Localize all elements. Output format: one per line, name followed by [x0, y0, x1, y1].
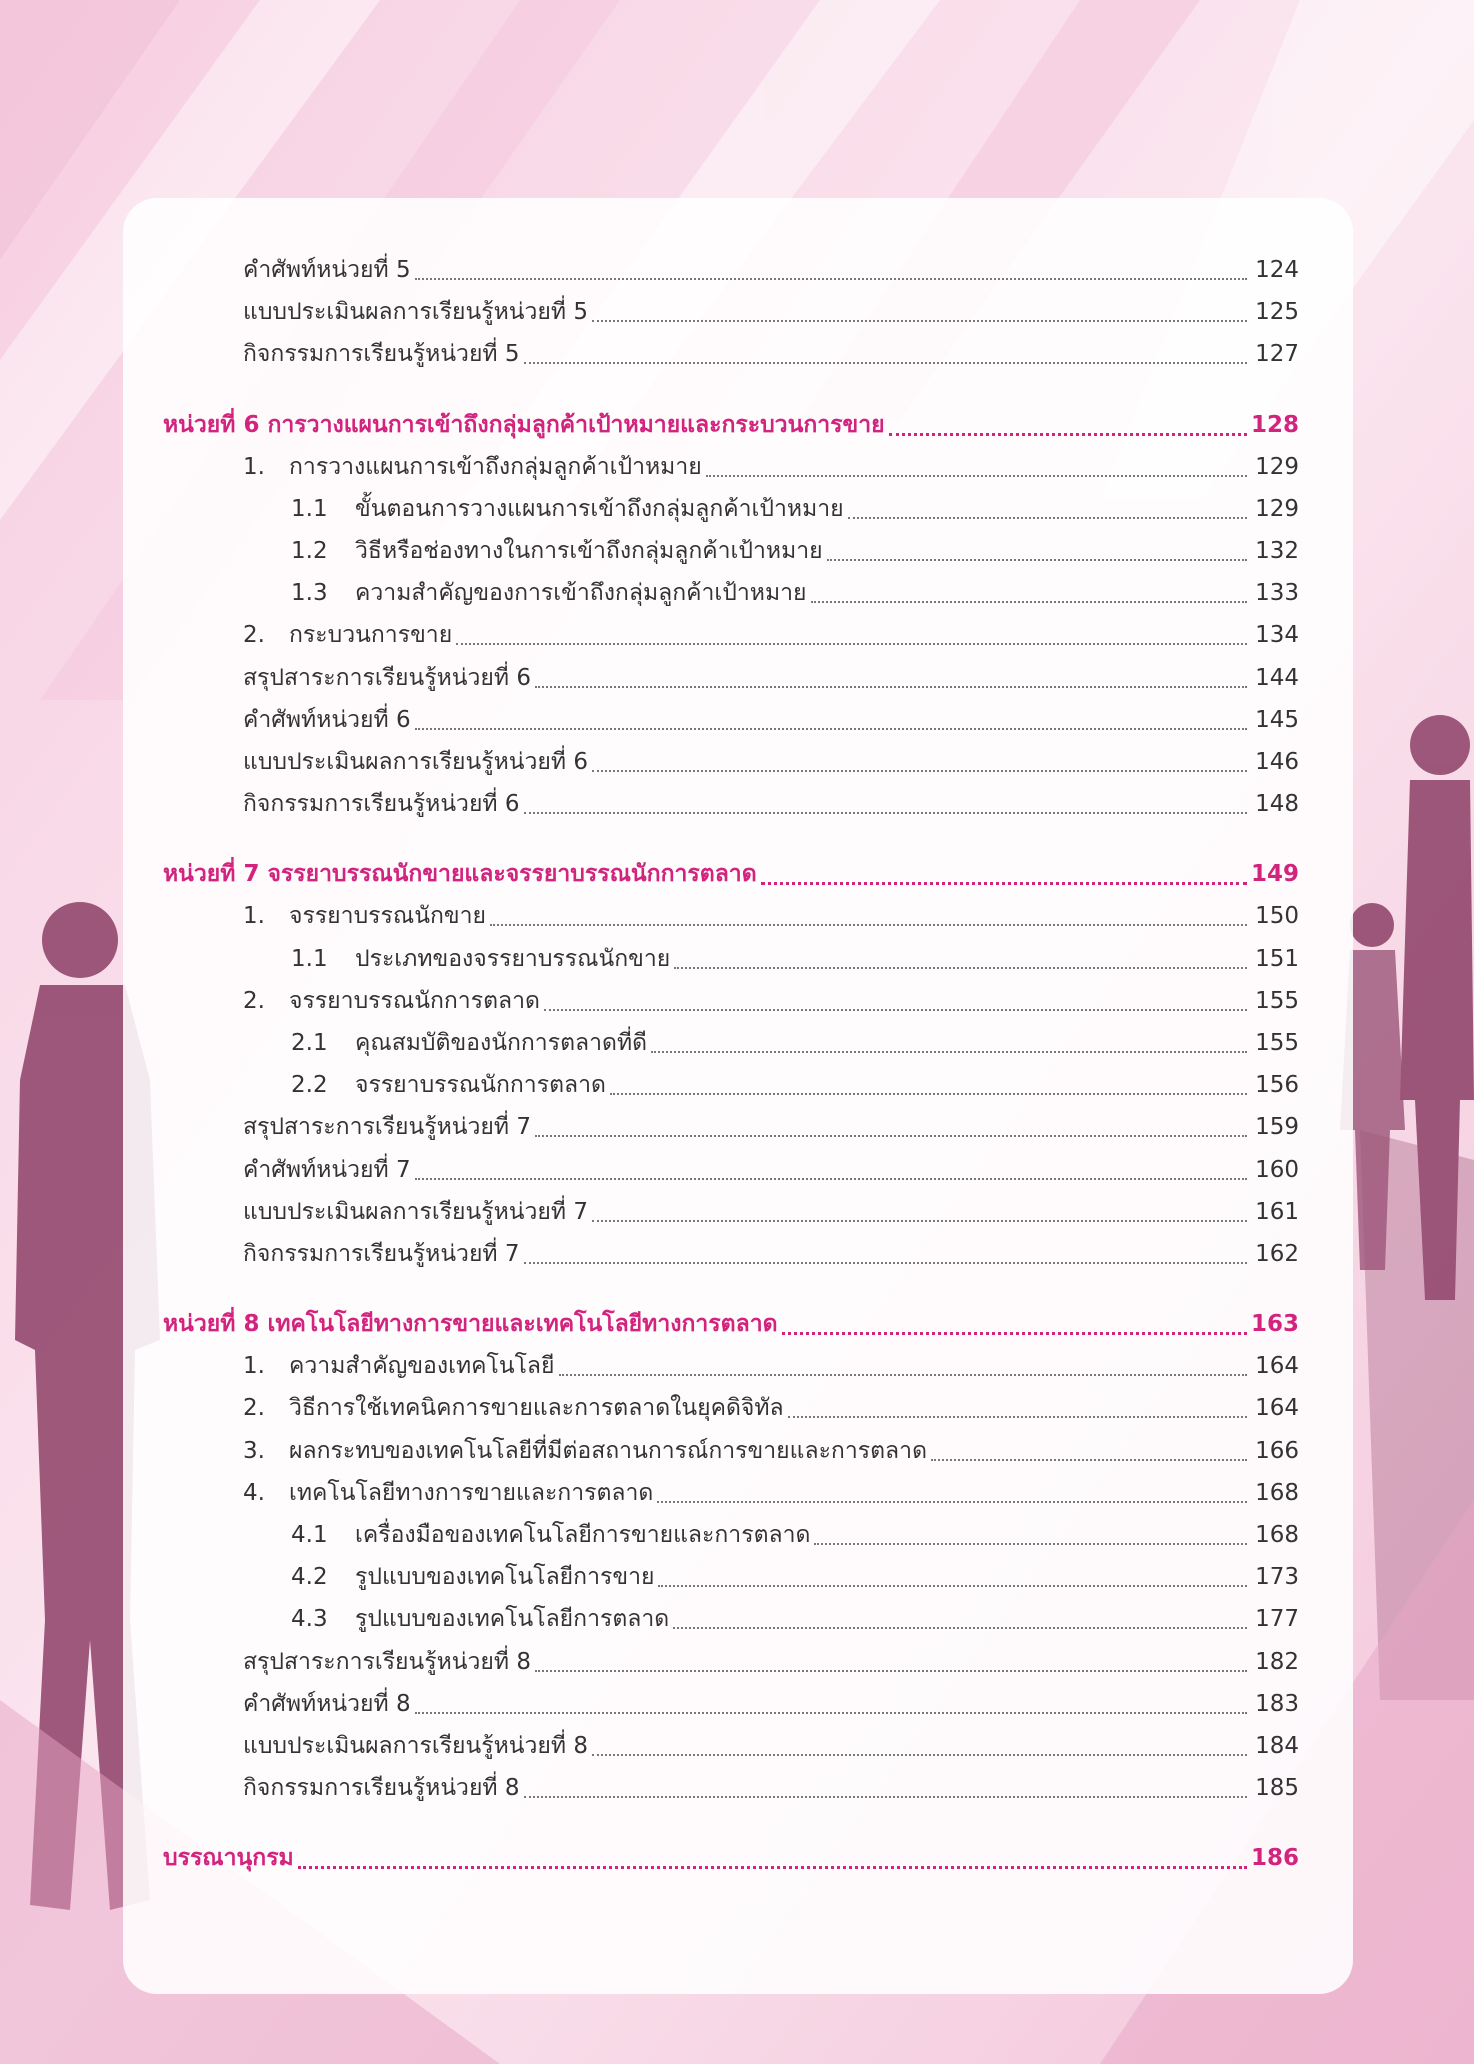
toc-entry-title: สรุปสาระการเรียนรู้หน่วยที่ 8 — [243, 1648, 531, 1675]
toc-entry-title: คุณสมบัติของนักการตลาดที่ดี — [355, 1030, 648, 1056]
dot-leader — [524, 1234, 1247, 1264]
toc-entry[interactable] — [291, 1557, 1299, 1597]
toc-entry-title: เทคโนโลยีทางการขายและการตลาด — [289, 1479, 654, 1506]
toc-entry-title: รูปแบบของเทคโนโลยีการขาย — [355, 1564, 655, 1591]
dot-leader — [658, 1557, 1247, 1587]
toc-entry[interactable] — [243, 981, 1299, 1021]
dot-leader — [827, 531, 1247, 561]
dot-leader — [592, 742, 1247, 772]
dot-leader — [657, 1473, 1247, 1503]
toc-entry-title: หน่วยที่ 6 การวางแผนการเข้าถึงกลุ่มลูกค้าเป้าหมายและกระบวนการขาย — [163, 411, 885, 438]
dot-leader — [931, 1431, 1247, 1461]
toc-entry-title: การวางแผนการเข้าถึงกลุ่มลูกค้าเป้าหมาย — [289, 453, 702, 480]
toc-entry-title: วิธีหรือช่องทางในการเข้าถึงกลุ่มลูกค้าเป้าหมาย — [355, 538, 823, 564]
toc-entry-title: คำศัพท์หน่วยที่ 8 — [243, 1690, 411, 1717]
toc-entry-title: แบบประเมินผลการเรียนรู้หน่วยที่ 5 — [243, 299, 588, 326]
toc-entry-number: 4. — [243, 1479, 265, 1506]
toc-entry-number: 1.1 — [291, 495, 328, 522]
toc-entry-number: 1.3 — [291, 580, 328, 607]
dot-leader — [456, 615, 1247, 645]
toc-entry-number: 2. — [243, 622, 265, 649]
toc-entry-number: 1. — [243, 453, 265, 480]
toc-entry[interactable] — [291, 489, 1299, 529]
toc-entry-number: 4.2 — [291, 1564, 328, 1591]
toc-page-number: 134 — [1255, 622, 1299, 649]
toc-entry-title: ความสำคัญของการเข้าถึงกลุ่มลูกค้าเป้าหมาย — [355, 580, 807, 607]
toc-page-number: 150 — [1255, 903, 1299, 930]
toc-page-number: 173 — [1255, 1564, 1299, 1591]
dot-leader — [415, 1150, 1247, 1180]
toc-page-number: 162 — [1255, 1241, 1299, 1267]
dot-leader — [524, 784, 1247, 814]
dot-leader — [535, 1107, 1247, 1137]
dot-leader — [782, 1304, 1247, 1335]
toc-page-number: 177 — [1255, 1606, 1299, 1633]
dot-leader — [706, 447, 1247, 477]
toc-page-number: 156 — [1255, 1072, 1299, 1099]
toc-entry[interactable] — [243, 1726, 1299, 1766]
toc-entry-title: สรุปสาระการเรียนรู้หน่วยที่ 6 — [243, 664, 531, 691]
toc-page-number: 164 — [1255, 1353, 1299, 1380]
toc-page-number: 146 — [1255, 749, 1299, 775]
toc-entry-title: คำศัพท์หน่วยที่ 7 — [243, 1156, 411, 1183]
toc-page-number: 182 — [1255, 1648, 1299, 1675]
toc-entry[interactable] — [243, 1431, 1299, 1471]
toc-entry-number: 3. — [243, 1437, 265, 1464]
toc-page-number: 128 — [1250, 411, 1299, 438]
toc-entry-title: รูปแบบของเทคโนโลยีการตลาด — [355, 1606, 670, 1633]
toc-entry-number: 4.3 — [291, 1606, 328, 1633]
toc-page-number: 161 — [1255, 1198, 1299, 1225]
toc-page-number: 183 — [1255, 1690, 1299, 1717]
toc-entry-number: 4.1 — [291, 1522, 328, 1548]
toc-entry[interactable] — [243, 658, 1299, 698]
dot-leader — [761, 854, 1247, 885]
toc-page-number: 184 — [1255, 1733, 1299, 1759]
toc-entry[interactable] — [243, 1107, 1299, 1147]
toc-entry[interactable] — [243, 1684, 1299, 1724]
dot-leader — [889, 405, 1247, 436]
toc-page-number: 168 — [1255, 1522, 1299, 1548]
toc-entry[interactable] — [243, 700, 1299, 740]
toc-entry[interactable] — [291, 531, 1299, 571]
toc-entry[interactable] — [243, 896, 1299, 936]
toc-entry-title: กระบวนการขาย — [289, 622, 453, 649]
toc-page-number: 168 — [1255, 1479, 1299, 1506]
toc-entry-title: วิธีการใช้เทคนิคการขายและการตลาดในยุคดิจิทัล — [289, 1395, 784, 1422]
toc-page-number: 186 — [1250, 1845, 1299, 1872]
toc-page-number: 160 — [1255, 1156, 1299, 1183]
toc-page-number: 149 — [1250, 861, 1299, 888]
dot-leader — [490, 896, 1247, 926]
dot-leader — [673, 1599, 1247, 1629]
toc-page-number: 129 — [1255, 495, 1299, 522]
toc-page-number: 127 — [1255, 341, 1299, 368]
toc-entry-title: เครื่องมือของเทคโนโลยีการขายและการตลาด — [355, 1522, 811, 1548]
toc-entry-title: คำศัพท์หน่วยที่ 5 — [243, 257, 411, 283]
dot-leader — [674, 939, 1247, 969]
toc-entry-title: กิจกรรมการเรียนรู้หน่วยที่ 6 — [243, 791, 520, 818]
toc-entry-title: สรุปสาระการเรียนรู้หน่วยที่ 7 — [243, 1114, 531, 1141]
toc-entry-number: 2.1 — [291, 1030, 328, 1056]
toc-page-number: 133 — [1255, 580, 1299, 607]
toc-entry-number: 2.2 — [291, 1072, 328, 1099]
toc-entry-title: จรรยาบรรณนักการตลาด — [289, 987, 540, 1014]
dot-leader — [848, 489, 1247, 519]
toc-page-number: 163 — [1250, 1311, 1299, 1338]
toc-entry[interactable] — [291, 1065, 1299, 1105]
toc-page-number: 164 — [1255, 1395, 1299, 1422]
toc-entry-title: ขั้นตอนการวางแผนการเข้าถึงกลุ่มลูกค้าเป้าหมาย — [355, 495, 844, 522]
toc-entry[interactable] — [291, 939, 1299, 979]
toc-entry-title: ผลกระทบของเทคโนโลยีที่มีต่อสถานการณ์การขายและการตลาด — [289, 1437, 928, 1464]
toc-entry[interactable] — [243, 615, 1299, 655]
toc-entry[interactable] — [291, 573, 1299, 613]
toc-entry-number: 1.1 — [291, 945, 328, 972]
dot-leader — [415, 250, 1247, 280]
toc-page-number: 129 — [1255, 453, 1299, 480]
toc-entry[interactable] — [243, 447, 1299, 487]
toc-entry-title: หน่วยที่ 7 จรรยาบรรณนักขายและจรรยาบรรณนักการตลาด — [163, 861, 757, 888]
toc-entry-number: 1.2 — [291, 538, 328, 564]
toc-page-number: 155 — [1255, 1030, 1299, 1056]
toc-page-number: 125 — [1255, 299, 1299, 326]
dot-leader — [524, 1768, 1247, 1798]
toc-entry-title: แบบประเมินผลการเรียนรู้หน่วยที่ 6 — [243, 749, 588, 775]
toc-entry[interactable] — [243, 784, 1299, 824]
dot-leader — [535, 1642, 1247, 1672]
toc-page-number: 185 — [1255, 1775, 1299, 1802]
toc-page-number: 166 — [1255, 1437, 1299, 1464]
toc-unit-heading[interactable] — [163, 1304, 1299, 1344]
toc-entry-title: ประเภทของจรรยาบรรณนักขาย — [355, 945, 671, 972]
toc-page-number: 132 — [1255, 538, 1299, 564]
toc-page-number: 155 — [1255, 987, 1299, 1014]
toc-entry-title: แบบประเมินผลการเรียนรู้หน่วยที่ 7 — [243, 1198, 588, 1225]
toc-entry[interactable] — [243, 1346, 1299, 1386]
toc-entry-title: จรรยาบรรณนักขาย — [289, 903, 486, 930]
dot-leader — [592, 1192, 1247, 1222]
toc-entry-title: แบบประเมินผลการเรียนรู้หน่วยที่ 8 — [243, 1733, 588, 1759]
toc-entry-title: หน่วยที่ 8 เทคโนโลยีทางการขายและเทคโนโลยีทางการตลาด — [163, 1311, 778, 1338]
toc-entry-title: คำศัพท์หน่วยที่ 6 — [243, 706, 411, 733]
dot-leader — [814, 1515, 1247, 1545]
toc-entry[interactable] — [291, 1515, 1299, 1555]
toc-entry[interactable] — [243, 250, 1299, 290]
toc-page-number: 159 — [1255, 1114, 1299, 1141]
dot-leader — [415, 700, 1247, 730]
dot-leader — [788, 1388, 1247, 1418]
toc-entry-title: ความสำคัญของเทคโนโลยี — [289, 1353, 555, 1380]
dot-leader — [415, 1684, 1247, 1714]
toc-entry[interactable] — [243, 1388, 1299, 1428]
toc-page-number: 148 — [1255, 791, 1299, 818]
dot-leader — [651, 1023, 1247, 1053]
toc-unit-heading[interactable] — [163, 854, 1299, 894]
dot-leader — [592, 1726, 1247, 1756]
toc-entry[interactable] — [291, 1023, 1299, 1063]
dot-leader — [535, 658, 1247, 688]
dot-leader — [610, 1065, 1247, 1095]
toc-entry-number: 1. — [243, 1353, 265, 1380]
toc-page-number: 145 — [1255, 706, 1299, 733]
toc-entry-number: 2. — [243, 987, 265, 1014]
dot-leader — [524, 334, 1247, 364]
toc-entry-title: บรรณานุกรม — [163, 1845, 294, 1872]
toc-unit-heading[interactable] — [163, 1838, 1299, 1878]
dot-leader — [811, 573, 1247, 603]
toc-entry-title: กิจกรรมการเรียนรู้หน่วยที่ 5 — [243, 341, 520, 368]
dot-leader — [544, 981, 1247, 1011]
dot-leader — [298, 1838, 1247, 1869]
toc-entry[interactable] — [243, 1473, 1299, 1513]
toc-entry-title: จรรยาบรรณนักการตลาด — [355, 1072, 606, 1099]
toc-entry[interactable] — [243, 1234, 1299, 1274]
toc-page-number: 144 — [1255, 664, 1299, 691]
dot-leader — [592, 292, 1247, 322]
toc-entry[interactable] — [243, 334, 1299, 374]
toc-entry[interactable] — [243, 292, 1299, 332]
toc-entry-number: 1. — [243, 903, 265, 930]
toc-entry[interactable] — [243, 1642, 1299, 1682]
toc-entry-title: กิจกรรมการเรียนรู้หน่วยที่ 8 — [243, 1775, 520, 1802]
toc-entry[interactable] — [243, 742, 1299, 782]
toc-entry[interactable] — [243, 1192, 1299, 1232]
toc-entry[interactable] — [243, 1768, 1299, 1808]
toc-page-number: 151 — [1255, 945, 1299, 972]
toc-entry-number: 2. — [243, 1395, 265, 1422]
toc-entry[interactable] — [291, 1599, 1299, 1639]
toc-entry-title: กิจกรรมการเรียนรู้หน่วยที่ 7 — [243, 1241, 520, 1267]
toc-page-number: 124 — [1255, 257, 1299, 283]
toc-unit-heading[interactable] — [163, 405, 1299, 445]
toc-entry[interactable] — [243, 1150, 1299, 1190]
dot-leader — [559, 1346, 1248, 1376]
